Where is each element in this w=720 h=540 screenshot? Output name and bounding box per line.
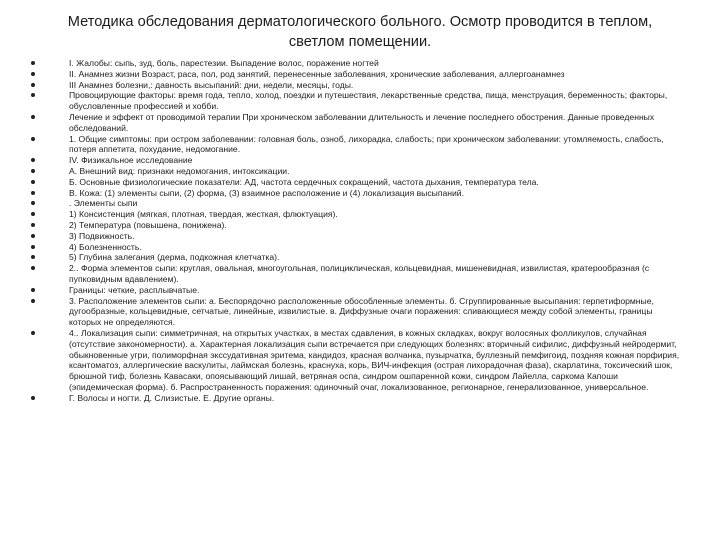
list-item-text: 2) Температура (повышена, понижена). [69,219,227,230]
list-item [31,209,681,220]
bullet-icon [31,180,35,184]
list-item-text: 3. Расположение элементов сыпи: а. Беспорядочно расположенные обособленные элементы. б. Сгруппированные высыпания: герпетиформные, дугообразные, кольцевидные, сетчатые, линейные, извилистые. в. Диффузные очаги поражения: сливающиеся между собой элементы, границы которых не определяются. [69,295,654,328]
list-item [31,198,681,209]
list-item-text: Г. Волосы и ногти. Д. Слизистые. Е. Другие органы. [69,392,275,403]
list-item-text: 2.. Форма элементов сыпи: круглая, овальная, многоугольная, полициклическая, кольцевидная, мишеневидная, извилистая, кратерообразная (с пупковидным вдавлением). [69,263,650,284]
list-item [31,134,681,156]
list-item-text: . Элементы сыпи [69,198,138,209]
list-item-text: III Анамнез болезни,: давность высыпаний: дни, недели, месяцы, годы. [69,79,354,90]
bullet-list [31,58,681,404]
bullet-icon [31,61,35,65]
bullet-icon [31,137,35,141]
list-item-text: 4.. Локализация сыпи: симметричная, на открытых участках, в местах сдавления, в кожных складках, вокруг волосяных фолликулов, случайная (отсутствие закономерности). а. Характерная локализация сыпи встречается при следующих болезнях: вторичный сифилис, диффузный нейродермит, обыкновенные угри, полиморфная экссудативная эритема, кандидоз, красная волчанка, пузырчатка, буллезный пемфигоид, поздняя кожная порфирия, ксантоматоз, аллергические васкулиты, лаймская болезнь, краснуха, корь, ВИЧ-инфекция (острая лихорадочная фаза), скарлатина, токсический шок, брюшной тиф, болезнь Кавасаки, опоясывающий лишай, ветряная оспа, синдром ошпаренной кожи, синдром Лайелла, саркома Капоши (эпидемическая форма). б. Распространенность поражения: одиночный очаг, локализованное, регионарное, генерализованное, универсальное. [69,327,680,392]
list-item [31,242,681,253]
slide-title: Методика обследования дерматологического больного. Осмотр проводится в теплом, светлом помещении. [67,14,653,50]
list-item-text: II. Анамнез жизни Возраст, раса, пол, род занятий, перенесенные заболевания, хронические заболевания, аллергоанамнез [69,68,565,79]
list-item [31,166,681,177]
list-item-text: I. Жалобы: сыпь, зуд, боль, парестезии. Выпадение волос, поражение ногтей [69,58,379,68]
list-item-text: 1) Консистенция (мягкая, плотная, твердая, жесткая, флюктуация). [69,209,338,220]
bullet-icon [31,93,35,97]
list-item [31,220,681,231]
list-item-text: 1. Общие симптомы: при остром заболевании: головная боль, озноб, лихорадка, слабость; при хроническом заболевании: утомляемость, слабость, потеря аппетита, похудание, недомогание. [69,133,664,155]
list-item-text: Б. Основные физиологические показатели: АД, частота сердечных сокращений, частота дыхания, температура тела. [69,176,539,187]
list-item [31,80,681,91]
list-item [31,252,681,263]
list-item-text: Границы: четкие, расплывчатые. [69,284,200,295]
list-item [31,155,681,166]
bullet-icon [31,72,35,76]
list-item [31,296,681,328]
bullet-icon [31,201,35,205]
bullet-icon [31,255,35,259]
list-item-text: В. Кожа: (1) элементы сыпи, (2) форма, (3) взаимное расположение и (4) локализация высыпаний. [69,187,464,198]
list-item [31,90,681,112]
list-item [31,177,681,188]
list-item [31,112,681,134]
bullet-icon [31,191,35,195]
list-item-text: 5) Глубина залегания (дерма, подкожная клетчатка). [69,252,280,263]
list-item-text: А. Внешний вид: признаки недомогания, интоксикации. [69,165,290,176]
bullet-icon [31,223,35,227]
list-item-text: Провоцирующие факторы: время года, тепло, холод, поездки и путешествия, лекарственные средства, пища, менструация, беременность; факторы, обусловленные профессией и хобби. [69,90,668,112]
list-item-text: IV. Физикальное исследование [69,155,193,166]
bullet-icon [31,299,35,303]
list-item [31,285,681,296]
bullet-icon [31,396,35,400]
list-item [31,263,681,285]
bullet-icon [31,245,35,249]
list-item-text: 3) Подвижность. [69,230,135,241]
bullet-icon [31,288,35,292]
list-item-text: 4) Болезненность. [69,241,142,252]
list-item [31,328,681,393]
list-item [31,393,681,404]
bullet-icon [31,158,35,162]
bullet-icon [31,169,35,173]
bullet-icon [31,234,35,238]
bullet-icon [31,212,35,216]
list-item [31,188,681,199]
list-item [31,58,681,69]
bullet-icon [31,115,35,119]
list-item [31,69,681,80]
list-item-text: Лечение и эффект от проводимой терапии При хроническом заболевании длительность и лечение последнего обострения. Данные проведенных обследований. [69,111,655,133]
bullet-icon [31,331,35,335]
bullet-icon [31,266,35,270]
bullet-icon [31,83,35,87]
list-item [31,231,681,242]
